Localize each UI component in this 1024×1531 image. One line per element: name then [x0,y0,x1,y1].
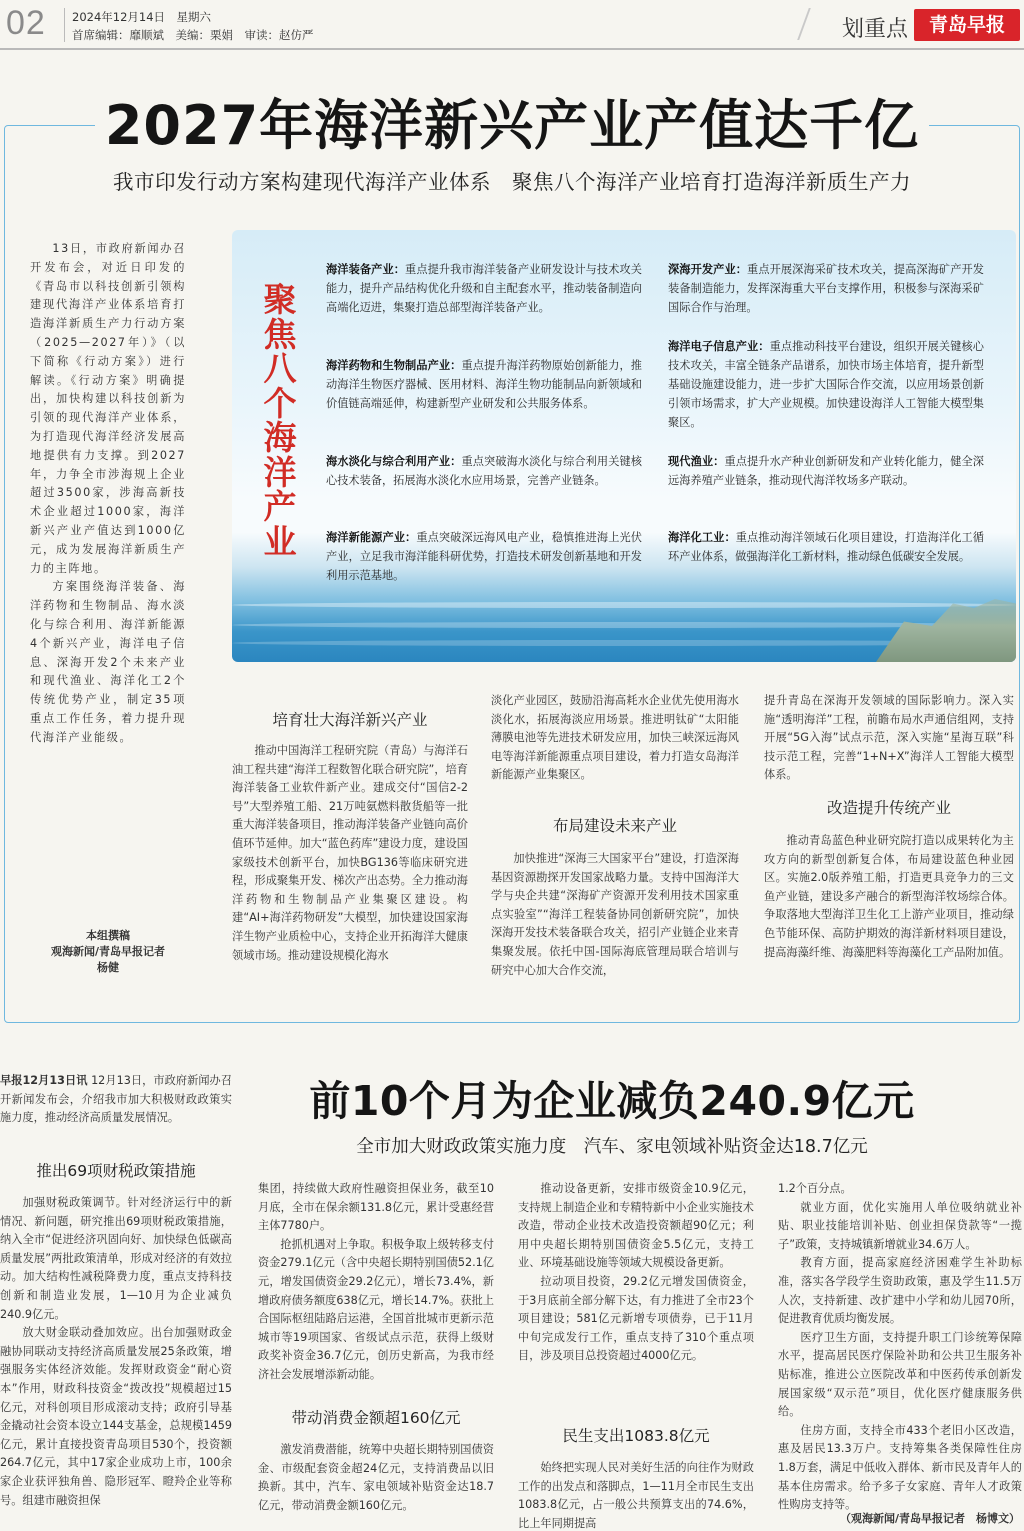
paragraph: 住房方面，支持全市433个老旧小区改造，惠及居民13.3万户。支持筹集各类保障性住房1.8万套，满足中低收入群体、新市民及青年人的基本住房需求。给予多子女家庭、青年人才政策性购房支持等。 [778,1423,1022,1512]
sec3-title: 改造提升传统产业 [826,799,951,817]
story1-headline: 2027年海洋新兴产业产值达千亿 [95,94,929,157]
paragraph: 教育方面，提高家庭经济困难学生补助标准，落实各学段学生资助政策，惠及学生11.5万人次，支持新建、改扩建中小学和幼儿园70所，促进教育优质均衡发展。 [778,1256,1022,1326]
story2-col3 [518,1180,754,1366]
lead-paragraph: 方案围绕海洋装备、海洋药物和生物制品、海水淡化与综合利用、海洋新能源4个新兴产业，海洋电子信息、深海开发2个未来产业和现代渔业、海洋化工2个传统优势产业，制定35项重点工作任务，着力提升现代海洋产业能级。 [30,580,186,744]
story2-credit: （观海新闻/青岛早报记者 杨博文） [839,1512,1020,1525]
paragraph: 加强财税政策调节。针对经济运行中的新情况、新问题，研究推出69项财税政策措施，纳入全市“促进经济巩固向好、加快绿色低碳高质量发展”两批政策清单，形成对经济的有效拉动。加大结构性减税降费力度，重点支持科技创新和制造业发展，1—10月为企业减负240.9亿元。 [0,1196,232,1321]
section-slash-icon [797,8,819,40]
story2-subheadline: 全市加大财政政策实施力度 汽车、家电领域补贴资金达18.7亿元 [356,1137,868,1157]
paragraph: 拉动项目投资，29.2亿元增发国债资金，于3月底前全部分解下达，有力推进了全市23个项目建设；581亿元新增专项债券，已于11月中旬完成发行工作，重点支持了310个重点项目，涉及项目总投资超过4000亿元。 [518,1274,754,1363]
story1-subheadline: 我市印发行动方案构建现代海洋产业体系 聚焦八个海洋产业培育打造海洋新质生产力 [113,170,911,194]
paragraph: 医疗卫生方面，支持提升职工门诊统筹保障水平，提高居民医疗保险补助和公共卫生服务补贴标准，推进公立医院改革和中医药传承创新发展国家级“双示范”项目，优化医疗健康服务供给。 [778,1330,1022,1419]
dateline: 早报12月13日讯 [0,1074,88,1087]
paragraph: 始终把实现人民对美好生活的向往作为财政工作的出发点和落脚点，1—11月全市民生支出1083.8亿元，占一般公共预算支出的74.6%，比上年同期提高 [518,1461,754,1530]
issue-date: 2024年12月14日 星期六 [72,10,212,24]
industry-item: 海洋电子信息产业：重点推动科技平台建设，组织开展关键核心技术攻关，丰富全链条产品谱系，加快市场主体培育，提升新型基础设施建设能力，进一步扩大国际合作交流，以应用场景创新引领市场需求，扩大产业规模。加快建设海洋人工智能大模型集聚区。 [668,340,984,429]
sec2-title: 布局建设未来产业 [552,817,677,835]
newspaper-logo: 青岛早报 [914,9,1020,41]
sec2-text: 加快推进“深海三大国家平台”建设，打造深海基因资源勘探开发国家战略力量。支持中国海洋大学与央企共建“深海矿产资源开发利用技术国家重点实验室”“海洋工程装备协同创新研究院”，加快深海开发技术装备联合攻关，招引产业链企业来青集聚发展。依托中国-国际海底管理局联合培训与研究中心加大合作交流， [491,852,739,977]
panel-title: 聚焦八个海洋产业 [263,280,297,561]
story2-lead [0,1072,232,1128]
story2-col1 [0,1194,232,1510]
paragraph: 推动设备更新，安排市级资金10.9亿元，支持规上制造企业和专精特新中小企业实施技术改造，带动企业技术改造投资额超90亿元；利用中央超长期特别国债资金5.5亿元，支持工业、环境基础设施等领域大规模设备更新。 [518,1182,754,1270]
sec2-continued: 提升青岛在深海开发领域的国际影响力。深入实施“透明海洋”工程，前瞻布局水声通信组网，支持开展“5G入海”试点示范，深入实施“星海互联”科技示范工程，完善“1+N+X”海洋人工智能大模型体系。 [764,694,1014,782]
industry-item: 海洋装备产业：重点提升我市海洋装备产业研发设计与技术攻关能力，提升产品结构优化升级和自主配套水平，推动装备制造向高端化迈进，集聚打造总部型海洋装备产业。 [326,263,642,314]
lead-paragraph: 13日，市政府新闻办召开发布会，对近日印发的《青岛市以科技创新引领构建现代海洋产业体系培育打造海洋新质生产力行动方案（2025—2027年）》（以下简称《行动方案》）进行解读。《行动方案》明确提出，加快构建以科技创新为引领的现代海洋产业体系，为打造现代海洋经济发展高地提供有力支撑。到2027年，力争全市涉海规上企业超过3500家，涉海高新技术企业超过1000家，海洋新兴产业产值达到1000亿元，成为发展海洋新质生产力的主阵地。 [30,242,186,575]
sec1-text: 推动中国海洋工程研究院（青岛）与海洋石油工程共建“海洋工程数智化联合研究院”，培育海洋装备工业软件新产业。建成交付“国信2-2号”大型养殖工船、21万吨氨燃料散货船等一批重大海洋装备项目，推动海洋装备产业链向高价值环节延伸。加大“蓝色药库”建设力度，建设国家级技术创新平台，加快BG136等临床研究进程，形成聚集开发、梯次产出态势。全力推动海洋药物和生物制品产业集聚区建设。构建“AI+海洋药物研发”大模型，加快建设国家海洋生物产业质检中心，支持企业开拓海洋大健康领域市场。推动建设规模化海水 [232,744,468,962]
editors-line: 首席编辑：靡顺斌 美编：栗娟 审读：赵仿严 [72,28,314,42]
story1-byline [30,928,186,976]
industry-item: 现代渔业：重点提升水产种业创新研发和产业转化能力，健全深远海养殖产业链条，推动现代海洋牧场多产联动。 [668,455,984,487]
paragraph: 1.2个百分点。 [778,1182,852,1195]
header-divider [64,8,65,42]
header-rule [0,48,1024,50]
lead-text: 12月13日，市政府新闻办召开新闻发布会，介绍我市加大积极财政政策实施力度，推动经济高质量发展情况。 [0,1074,232,1125]
section-label: 划重点 [841,17,908,42]
story2-col2b [258,1441,494,1515]
byline-line: 观海新闻/青岛早报记者 [50,945,166,958]
story2-col4 [778,1180,1022,1515]
paragraph: 就业方面，优化实施用人单位吸纳就业补贴、职业技能培训补贴、创业担保贷款等“一揽子”政策，支持城镇新增就业34.6万人。 [778,1200,1022,1251]
paragraph: 放大财金联动叠加效应。出台加强财政金融协同联动支持经济高质量发展25条政策，增强服务实体经济效能。发挥财政资金“耐心资本”作用，财政科技资金“拨改投”规模超过15亿元，对科创项目形成滚动支持；政府引导基金撬动社会资本设立144支基金，总规模1459亿元，累计直接投资青岛项目530个，投资额264.7亿元，其中17家企业成功上市，100余家企业获评独角兽、隐形冠军、瞪羚企业等称号。组建市融资担保 [0,1326,232,1507]
story1-headline-wrap [0,88,1024,164]
story2-headline: 前10个月为企业减负240.9亿元 [309,1077,915,1125]
story2-col2 [258,1180,494,1385]
story2-h1: 推出69项财税政策措施 [36,1162,196,1180]
page-number: 02 [6,4,46,42]
sec1-title: 培育壮大海洋新兴产业 [272,711,428,729]
story2-col3b [518,1459,754,1531]
sec3-text: 推动青岛蓝色种业研究院打造以成果转化为主攻方向的新型创新复合体，布局建设蓝色种业园区。实施2.0版养殖工船，打造更具竞争力的三文鱼产业链，建设多产融合的新型海洋牧场综合体。争取落地大型海洋卫生化工上游产业项目，推动绿色节能环保、高防护期效的海洋新材料项目建设，提高海藻纤维、海藻肥料等海藻化工产品附加值。 [764,834,1014,959]
industry-item: 海洋化工业：重点推动海洋领域石化项目建设，打造海洋化工循环产业体系，做强海洋化工新材料，推动绿色低碳安全发展。 [668,531,984,563]
paragraph: 集团，持续做大政府性融资担保业务，截至10月底，全市在保余额131.8亿元，累计受惠经营主体7780户。 [258,1182,494,1233]
story2-h3: 民生支出1083.8亿元 [562,1427,710,1445]
industry-item: 海水淡化与综合利用产业：重点突破海水淡化与综合利用关键核心技术装备，拓展海水淡化水应用场景，完善产业链条。 [326,455,642,487]
industry-item: 海洋药物和生物制品产业：重点提升海洋药物原始创新能力，推动海洋生物医疗器械、医用材料、海洋生物功能制品向新领域和价值链高端延伸，构建新型产业研发和公共服务体系。 [326,359,642,410]
coastline-illustration [876,572,1016,662]
story2-h2: 带动消费金额超160亿元 [291,1409,461,1427]
byline-line: 本组撰稿 [86,929,130,942]
paragraph: 激发消费潜能，统筹中央超长期特别国债资金、市级配套资金超24亿元，支持消费品以旧换新。其中，汽车、家电领域补贴资金达18.7亿元，带动消费金额160亿元。 [258,1443,494,1512]
paragraph: 抢抓机遇对上争取。积极争取上级转移支付资金279.1亿元（含中央超长期特别国债52.1亿元，增发国债资金29.2亿元），增长73.4%，新增政府债务额度638亿元，增长14.7%。获批上合国际枢纽陆路启运港，全国首批城市更新示范城市等19项国家、省级试点示范，获得上级财政奖补资金36.7亿元，创历史新高，为我市经济社会发展增添新动能。 [258,1237,494,1381]
industry-item: 海洋新能源产业：重点突破深远海风电产业，稳慎推进海上光伏产业，立足我市海洋能科研优势，打造技术研发创新基地和开发利用示范基地。 [326,531,642,582]
byline-line: 杨健 [97,961,119,974]
story1-lead [30,240,186,748]
sec1-continued: 淡化产业园区，鼓励沿海高耗水企业优先使用海水淡化水，拓展海淡应用场景。推进明钛矿“太阳能薄膜电池等先进技术研发应用，加快三峡深远海风电等海洋新能源重点项目建设，着力打造女岛海洋新能源产业集聚区。 [491,694,739,782]
industry-item: 深海开发产业：重点开展深海采矿技术攻关，提高深海矿产开发装备制造能力，发挥深海重大平台支撑作用，积极参与深海采矿国际合作与治理。 [668,263,984,314]
